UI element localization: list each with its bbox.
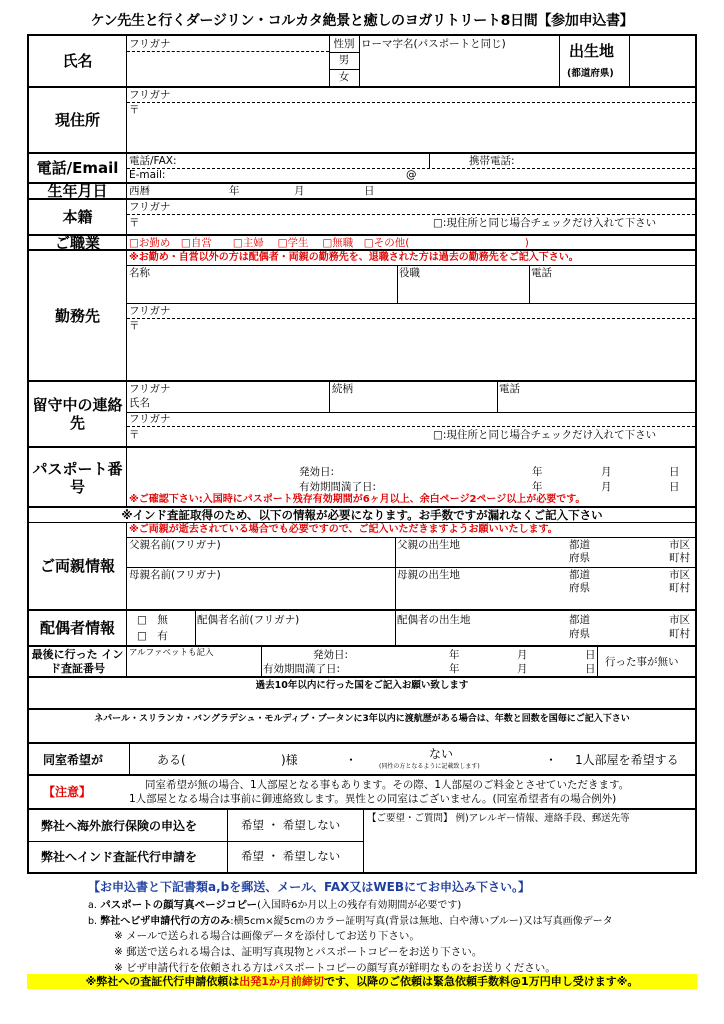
romaji-field[interactable] bbox=[361, 52, 557, 85]
caution-row bbox=[29, 776, 695, 810]
spouse-pref1: 都道 bbox=[569, 614, 590, 626]
application-form bbox=[27, 34, 697, 874]
work-note: ※お勤め・自営以外の方は配偶者・両親の勤務先を、退職された方は過去の勤務先をご記入下さい。 bbox=[129, 252, 579, 263]
visa-service-choice[interactable]: 希望 ・ 希望しない bbox=[241, 849, 341, 863]
name-row bbox=[29, 36, 695, 88]
emergency-furigana-label: フリガナ bbox=[129, 383, 171, 395]
work-position-label: 役職 bbox=[399, 267, 420, 279]
birthdate-label: 生年月日 bbox=[29, 184, 127, 198]
spouse-city2: 町村 bbox=[669, 628, 690, 640]
passport-expiry-day[interactable]: 日 bbox=[669, 481, 680, 493]
footer-note-2: ※ 郵送で送られる場合は、証明写真現物とパスポートコピーをお送り下さい。 bbox=[114, 946, 483, 958]
passport-expiry-month[interactable]: 月 bbox=[601, 481, 612, 493]
footer-a-rest: (入国時6か月以上の残存有効期間が必要です) bbox=[257, 900, 462, 911]
passport-label: パスポート番号 bbox=[29, 448, 127, 508]
caution-line-1: 同室希望が無の場合、1人部屋となる事もあります。その際、1人部屋のご料金とさせていただきます。 bbox=[145, 779, 630, 791]
passport-issue-year[interactable]: 年 bbox=[532, 466, 543, 478]
contact-row bbox=[29, 154, 695, 184]
occupation-label: ご職業 bbox=[29, 236, 127, 249]
single-room-option[interactable]: 1人部屋を希望する bbox=[575, 753, 679, 767]
roommate-row bbox=[29, 744, 695, 776]
mother-city1: 市区 bbox=[669, 569, 690, 581]
last-visa-row bbox=[29, 647, 695, 678]
honseki-row bbox=[29, 200, 695, 236]
passport-issue-label: 発効日: bbox=[299, 466, 335, 478]
phone-fax-label[interactable]: 電話/FAX: bbox=[129, 155, 177, 167]
last-visa-expiry-day[interactable]: 日 bbox=[585, 663, 596, 675]
birthplace-pref-label: (都道府県) bbox=[567, 68, 614, 79]
mobile-label[interactable]: 携帯電話: bbox=[469, 155, 515, 167]
work-postal-label: 〒 bbox=[129, 320, 140, 332]
roommate-no-option[interactable]: ない bbox=[429, 747, 454, 761]
last-visa-expiry-year[interactable]: 年 bbox=[449, 663, 460, 675]
passport-expiry-label: 有効期間満了日: bbox=[299, 481, 377, 493]
honseki-furigana-label: フリガナ bbox=[129, 201, 171, 213]
honseki-same-checkbox[interactable]: □:現住所と同じ場合チェックだけ入れて下さい bbox=[433, 217, 657, 229]
last-visa-alpha-note: アルファベットも記入 bbox=[129, 648, 214, 658]
spouse-name-label[interactable]: 配偶者名前(フリガナ) bbox=[197, 614, 300, 626]
passport-expiry-year[interactable]: 年 bbox=[532, 481, 543, 493]
romaji-label: ローマ字名(パスポートと同じ) bbox=[361, 38, 506, 50]
contact-label: 電話/Email bbox=[29, 154, 127, 182]
caution-label: 【注意】 bbox=[43, 785, 92, 799]
parents-row bbox=[29, 523, 695, 611]
birthdate-day[interactable]: 日 bbox=[364, 185, 375, 197]
footer-item-a bbox=[88, 896, 708, 912]
birthdate-month[interactable]: 月 bbox=[294, 185, 305, 197]
roommate-separator-2: ・ bbox=[545, 753, 558, 767]
honseki-label: 本籍 bbox=[29, 200, 127, 234]
name-furigana-label: フリガナ bbox=[129, 38, 171, 50]
emergency-furigana2-label: フリガナ bbox=[129, 413, 171, 425]
last-visa-expiry-month[interactable]: 月 bbox=[517, 663, 528, 675]
occupation-row bbox=[29, 233, 695, 252]
last-visa-issue-month[interactable]: 月 bbox=[517, 649, 528, 661]
parents-note: ※ご両親が逝去されている場合でも必要ですので、ご記入いただきますようお願いいたします。 bbox=[129, 524, 558, 535]
emergency-same-checkbox[interactable]: □:現住所と同じ場合チェックだけ入れて下さい bbox=[433, 429, 657, 441]
birthdate-year[interactable]: 年 bbox=[229, 185, 240, 197]
spouse-city1: 市区 bbox=[669, 614, 690, 626]
birthplace-label: 出生地 bbox=[569, 42, 615, 60]
parents-label: ご両親情報 bbox=[29, 523, 127, 609]
address-label: 現住所 bbox=[29, 88, 127, 152]
last-visa-label: 最後に行った インド査証番号 bbox=[29, 647, 127, 676]
gender-label: 性別 bbox=[333, 38, 355, 50]
address-furigana-label: フリガナ bbox=[129, 89, 171, 101]
email-label[interactable]: E-mail: bbox=[129, 169, 166, 181]
last-visa-issue-day[interactable]: 日 bbox=[585, 649, 596, 661]
banner-text-a: ※弊社への査証代行申請依頼は bbox=[85, 975, 240, 988]
roommate-label: 同室希望が bbox=[43, 753, 104, 767]
footer-note-1: ※ メールで送られる場合は画像データを添付してお送り下さい。 bbox=[114, 930, 420, 942]
footer-a-prefix: a. bbox=[88, 900, 97, 911]
insurance-label: 弊社へ海外旅行保険の申込を bbox=[41, 819, 198, 833]
last-visa-expiry-label: 有効期間満了日: bbox=[263, 663, 341, 675]
occupation-options[interactable]: □お勤め □自営 □主婦 □学生 □無職 □その他( ) bbox=[129, 237, 529, 249]
mother-pref1: 都道 bbox=[569, 569, 590, 581]
roommate-sama-label: )様 bbox=[281, 753, 298, 767]
footer-heading: 【お申込書と下記書類a,bを郵送、メール、FAX又はWEBにてお申込み下さい。】 bbox=[88, 880, 530, 894]
neighbors-row bbox=[29, 710, 695, 744]
never-visited-option[interactable]: 行った事が無い bbox=[605, 656, 679, 668]
roommate-separator-1: ・ bbox=[345, 753, 358, 767]
banner-text-c: です、以降のご依頼は緊急依頼手数料@1万円申し受けます※。 bbox=[323, 975, 639, 988]
passport-issue-month[interactable]: 月 bbox=[601, 466, 612, 478]
birthdate-era: 西暦 bbox=[129, 185, 150, 197]
work-label: 勤務先 bbox=[29, 251, 127, 380]
father-pref1: 都道 bbox=[569, 539, 590, 551]
emergency-relation-label: 続柄 bbox=[332, 383, 353, 395]
emergency-name-label: 氏名 bbox=[129, 397, 150, 409]
mother-birthplace-label[interactable]: 母親の出生地 bbox=[397, 569, 460, 581]
father-birthplace-label[interactable]: 父親の出生地 bbox=[397, 539, 460, 551]
emergency-phone-label: 電話 bbox=[499, 383, 520, 395]
form-title: ケン先生と行くダージリン・コルカタ絶景と癒しのヨガリトリート8日間【参加申込書】 bbox=[90, 13, 634, 29]
emergency-postal-label: 〒 bbox=[129, 429, 140, 441]
countries-row bbox=[29, 678, 695, 710]
father-pref2: 府県 bbox=[569, 552, 590, 564]
emergency-label: 留守中の連絡先 bbox=[29, 382, 127, 446]
roommate-no-note: (同性の方となるように記載致します) bbox=[379, 763, 480, 770]
last-visa-issue-year[interactable]: 年 bbox=[449, 649, 460, 661]
honseki-postal-label: 〒 bbox=[129, 217, 140, 229]
work-address-field[interactable] bbox=[141, 320, 691, 378]
mother-city2: 町村 bbox=[669, 582, 690, 594]
work-name-label: 名称 bbox=[129, 267, 150, 279]
spouse-label: 配偶者情報 bbox=[29, 611, 127, 645]
insurance-choice[interactable]: 希望 ・ 希望しない bbox=[241, 818, 341, 832]
email-at-sign: @ bbox=[406, 169, 417, 181]
visa-service-label: 弊社へインド査証代行申請を bbox=[41, 850, 198, 864]
footer-b-bold: 弊社へビザ申請代行の方のみ bbox=[100, 916, 231, 927]
passport-row bbox=[29, 448, 695, 508]
address-row bbox=[29, 88, 695, 154]
work-furigana-label: フリガナ bbox=[129, 305, 171, 317]
gender-female-option[interactable]: 女 bbox=[338, 71, 350, 83]
spouse-row bbox=[29, 611, 695, 647]
spouse-pref2: 府県 bbox=[569, 628, 590, 640]
last-visa-issue-label: 発効日: bbox=[313, 649, 349, 661]
emergency-row bbox=[29, 382, 695, 448]
footer-item-b bbox=[88, 912, 718, 927]
visa-header-row bbox=[29, 508, 695, 523]
footer-note-3: ※ ビザ申請代行を依頼される方はパスポートコピーの顔写真が鮮明なものをお送りください。 bbox=[114, 962, 556, 974]
address-postal-label: 〒 bbox=[129, 104, 140, 116]
requests-block bbox=[29, 810, 695, 872]
requests-field[interactable] bbox=[367, 828, 691, 870]
name-field[interactable] bbox=[129, 53, 327, 86]
birthdate-row bbox=[29, 184, 695, 200]
footer-b-rest: :横5cm×縦5cmのカラー証明写真(背景は無地、白や薄いブルー)又は写真画像データ bbox=[230, 916, 613, 927]
passport-note: ※ご確認下さい:入国時にパスポート残存有効期間が6ヶ月以上、余白ページ2ページ以上が必要です。 bbox=[129, 494, 586, 505]
passport-issue-day[interactable]: 日 bbox=[669, 466, 680, 478]
roommate-yes-option[interactable]: ある( bbox=[157, 753, 186, 767]
footer-a-bold: パスポートの顔写真ページコピー bbox=[100, 899, 258, 911]
spouse-has-checkbox[interactable]: □ 有 bbox=[137, 630, 168, 642]
neighbors-prompt: ネパール・スリランカ・バングラデシュ・モルディブ・ブータンに3年以内に渡航歴がある場合は、年数と回数を国毎にご記入下さい bbox=[94, 714, 630, 724]
father-city1: 市区 bbox=[669, 539, 690, 551]
work-row bbox=[29, 251, 695, 382]
mother-pref2: 府県 bbox=[569, 582, 590, 594]
father-city2: 町村 bbox=[669, 552, 690, 564]
deadline-banner bbox=[27, 974, 697, 989]
name-label: 氏名 bbox=[29, 36, 127, 86]
banner-deadline: 出発1か月前締切 bbox=[239, 975, 324, 988]
requests-label: 【ご要望・ご質問】 例)アレルギー情報、連絡手段、郵送先等 bbox=[367, 813, 630, 824]
work-phone-label: 電話 bbox=[531, 267, 552, 279]
address-field[interactable] bbox=[141, 104, 691, 150]
gender-male-option[interactable]: 男 bbox=[338, 54, 350, 66]
footer-b-prefix: b. bbox=[88, 916, 98, 927]
countries-prompt: 過去10年以内に行った国をご記入お願い致します bbox=[255, 680, 469, 691]
spouse-birthplace-label[interactable]: 配偶者の出生地 bbox=[397, 614, 471, 626]
spouse-none-checkbox[interactable]: □ 無 bbox=[137, 614, 168, 626]
caution-line-2: 1人部屋となる場合は事前に御連絡致します。異性との同室はございません。(同室希望者有の場合例外) bbox=[129, 793, 617, 805]
father-name-label[interactable]: 父親名前(フリガナ) bbox=[129, 539, 221, 551]
mother-name-label[interactable]: 母親名前(フリガナ) bbox=[129, 569, 221, 581]
birthplace-field[interactable] bbox=[631, 38, 693, 84]
visa-header: ※インド査証取得のため、以下の情報が必要になります。お手数ですが漏れなくご記入下さい bbox=[121, 508, 603, 522]
